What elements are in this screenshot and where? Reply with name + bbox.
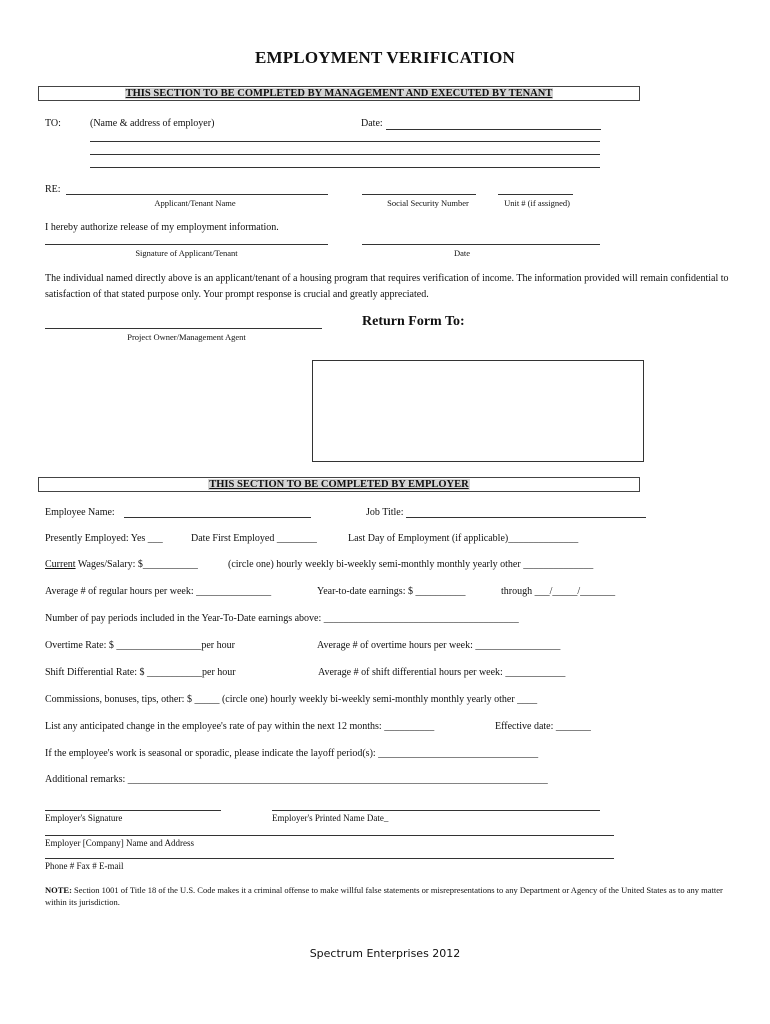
employer-address-line-3[interactable] bbox=[90, 167, 600, 168]
employer-company-caption: Employer [Company] Name and Address bbox=[45, 838, 194, 848]
authorize-text: I hereby authorize release of my employment information. bbox=[45, 222, 279, 233]
overtime-hours[interactable]: Average # of overtime hours per week: _________________ bbox=[317, 640, 561, 651]
re-label: RE: bbox=[45, 184, 61, 195]
last-day-employment[interactable]: Last Day of Employment (if applicable)______________ bbox=[348, 533, 579, 544]
applicant-signature-field[interactable] bbox=[45, 244, 328, 245]
management-section-banner bbox=[38, 86, 640, 101]
contact-caption: Phone # Fax # E-mail bbox=[45, 861, 124, 871]
effective-date[interactable]: Effective date: _______ bbox=[495, 721, 591, 732]
wages-frequency[interactable]: (circle one) hourly weekly bi-weekly semi-monthly monthly yearly other ______________ bbox=[228, 559, 594, 570]
legal-note bbox=[45, 884, 735, 908]
average-hours[interactable]: Average # of regular hours per week: _______________ bbox=[45, 586, 272, 597]
job-title-label: Job Title: bbox=[366, 507, 404, 518]
date-label: Date: bbox=[361, 118, 383, 129]
management-section-heading: THIS SECTION TO BE COMPLETED BY MANAGEMENT AND EXECUTED BY TENANT bbox=[125, 88, 553, 99]
signature-date-field[interactable] bbox=[362, 244, 600, 245]
agent-signature-field[interactable] bbox=[45, 328, 322, 329]
shift-differential-rate[interactable]: Shift Differential Rate: $ ___________per hour bbox=[45, 667, 236, 678]
current-word: Current bbox=[45, 559, 76, 570]
signature-caption: Signature of Applicant/Tenant bbox=[135, 248, 238, 258]
page-title: EMPLOYMENT VERIFICATION bbox=[254, 48, 516, 67]
employer-address-line-2[interactable] bbox=[90, 154, 600, 155]
date-field[interactable] bbox=[386, 129, 601, 130]
additional-remarks[interactable]: Additional remarks: ____________________________________________________________________________________ bbox=[45, 774, 548, 785]
employer-company-field[interactable] bbox=[45, 835, 614, 836]
note-label: NOTE: bbox=[45, 885, 72, 895]
agent-caption: Project Owner/Management Agent bbox=[127, 332, 246, 342]
date-caption: Date bbox=[453, 248, 471, 258]
unit-field[interactable] bbox=[498, 194, 573, 195]
to-label: TO: bbox=[45, 118, 61, 129]
note-text: Section 1001 of Title 18 of the U.S. Code makes it a criminal offense to make willful false statements or misrepresentations to any Department or Agency of the United States as to any matter within its jurisdiction. bbox=[45, 885, 723, 907]
wages-salary: Wages/Salary: $___________ bbox=[77, 559, 198, 570]
pay-periods[interactable]: Number of pay periods included in the Year-To-Date earnings above: _______________________________________ bbox=[45, 613, 519, 624]
employer-printed-name-caption: Employer's Printed Name Date_ bbox=[272, 813, 389, 823]
applicant-name-field[interactable] bbox=[66, 194, 328, 195]
overtime-rate[interactable]: Overtime Rate: $ _________________per hour bbox=[45, 640, 235, 651]
employer-hint: (Name & address of employer) bbox=[90, 118, 215, 129]
confidentiality-paragraph: The individual named directly above is an applicant/tenant of a housing program that requires verification of income. The information provided will remain confidential to satisfaction of that stated purpose only. Your prompt response is crucial and greatly appreciated. bbox=[45, 273, 729, 300]
ssn-field[interactable] bbox=[362, 194, 476, 195]
seasonal-layoff[interactable]: If the employee's work is seasonal or sporadic, please indicate the layoff period(s): ________________________________ bbox=[45, 748, 539, 759]
job-title-field[interactable] bbox=[406, 517, 646, 518]
wages-row[interactable] bbox=[45, 559, 198, 570]
ytd-through-date[interactable]: through ___/_____/_______ bbox=[501, 586, 616, 597]
employer-address-line-1[interactable] bbox=[90, 141, 600, 142]
contact-field[interactable] bbox=[45, 858, 614, 859]
date-first-employed[interactable]: Date First Employed ________ bbox=[191, 533, 317, 544]
applicant-caption: Applicant/Tenant Name bbox=[154, 198, 236, 208]
footer-text: Spectrum Enterprises 2012 bbox=[309, 947, 461, 960]
employer-section-banner bbox=[38, 477, 640, 492]
employer-section-heading: THIS SECTION TO BE COMPLETED BY EMPLOYER bbox=[209, 479, 469, 490]
presently-employed[interactable]: Presently Employed: Yes ___ bbox=[45, 533, 163, 544]
unit-caption: Unit # (if assigned) bbox=[504, 198, 570, 208]
return-form-label: Return Form To: bbox=[362, 314, 465, 329]
employee-name-label: Employee Name: bbox=[45, 507, 115, 518]
employer-printed-name-field[interactable] bbox=[272, 810, 600, 811]
employer-signature-caption: Employer's Signature bbox=[45, 813, 123, 823]
employee-name-field[interactable] bbox=[124, 517, 311, 518]
return-address-box[interactable] bbox=[312, 360, 644, 462]
employer-signature-field[interactable] bbox=[45, 810, 221, 811]
anticipated-change[interactable]: List any anticipated change in the employee's rate of pay within the next 12 months: __________ bbox=[45, 721, 435, 732]
ssn-caption: Social Security Number bbox=[387, 198, 469, 208]
commissions-row[interactable]: Commissions, bonuses, tips, other: $ _____ (circle one) hourly weekly bi-weekly semi-monthly monthly yearly other ____ bbox=[45, 694, 538, 705]
ytd-earnings[interactable]: Year-to-date earnings: $ __________ bbox=[317, 586, 466, 597]
shift-differential-hours[interactable]: Average # of shift differential hours per week: ____________ bbox=[318, 667, 566, 678]
